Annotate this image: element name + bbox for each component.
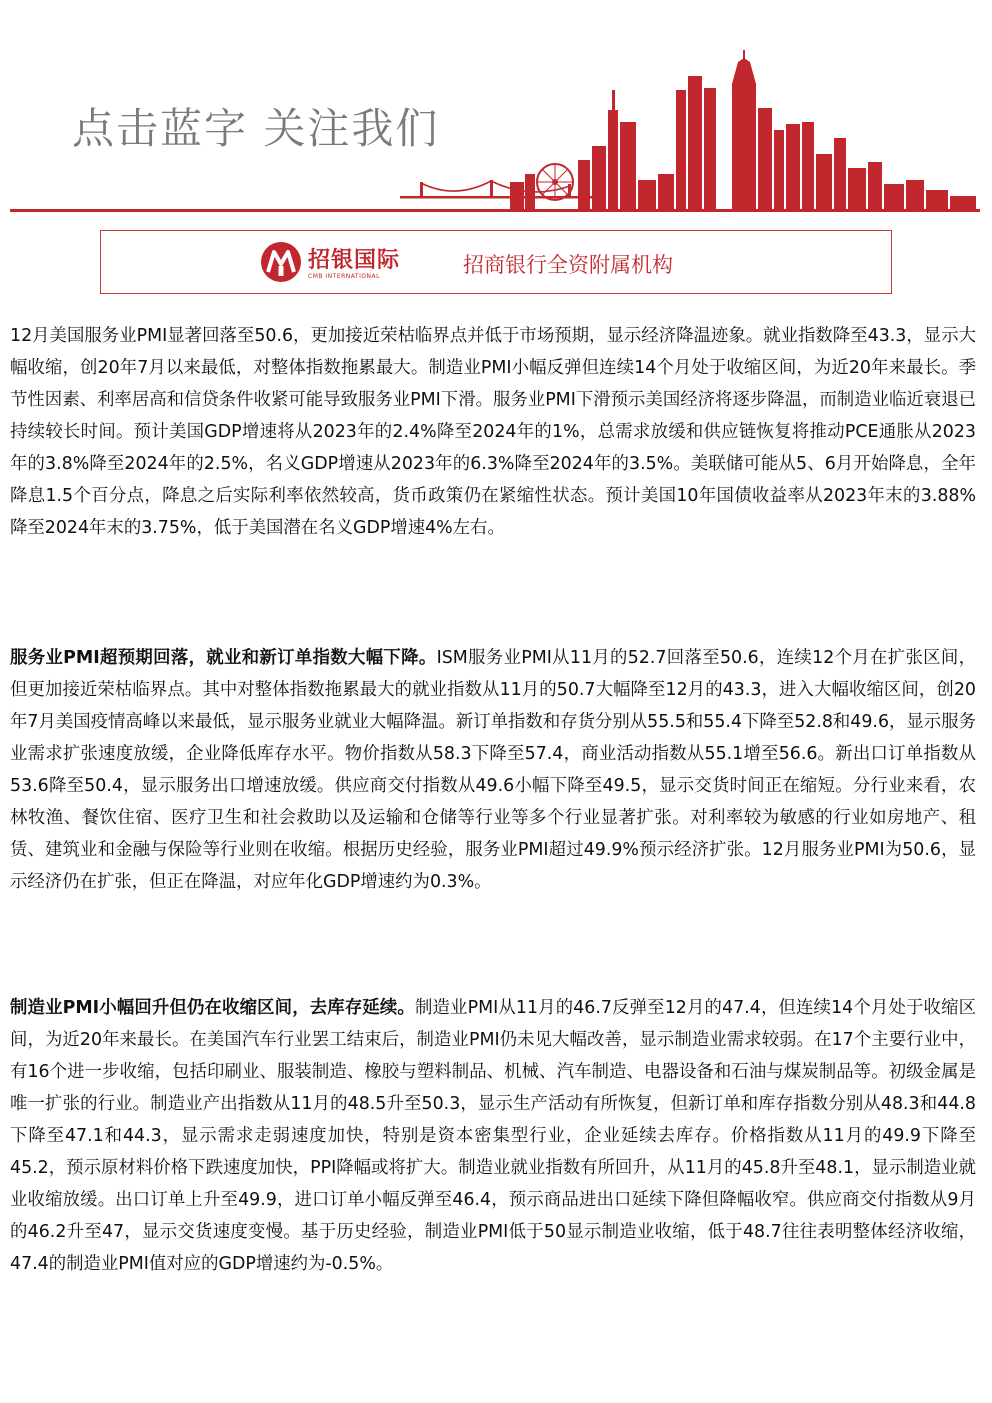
brand-name-en: CMB INTERNATIONAL (308, 273, 380, 280)
paragraph-body: 12月美国服务业PMI显著回落至50.6，更加接近荣枯临界点并低于市场预期，显示经济降温迹象。就业指数降至43.3，显示大幅收缩，创20年7月以来最低，对整体指数拖累最大。制造业PMI小幅反弹但连续14个月处于收缩区间，为近20年来最长。季节性因素、利率居高和信贷条件收紧可能导致服务业PMI下滑。服务业PMI下滑预示美国经济将逐步降温，而制造业临近衰退已持续较长时间。预计美国GDP增速将从2023年的2.4%降至2024年的1%，总需求放缓和供应链恢复将推动PCE通胀从2023年的3.8%降至2024年的2.5%，名义GDP增速从2023年的6.3%降至2024年的3.5%。美联储可能从5、6月开始降息，全年降息1.5个百分点，降息之后实际利率依然较高，货币政策仍在紧缩性状态。预计美国10年国债收益率从2023年末的3.88%降至2024年末的3.75%，低于美国潜在名义GDP增速4%左右。 (10, 326, 976, 538)
follow-title[interactable]: 点击蓝字 关注我们 (72, 104, 440, 153)
header-banner (0, 0, 992, 215)
header-divider (10, 209, 980, 212)
paragraph-body: 制造业PMI从11月的46.7反弹至12月的47.4，但连续14个月处于收缩区间，为近20年来最长。在美国汽车行业罢工结束后，制造业PMI仍未见大幅改善，显示制造业需求较弱。在17个主要行业中，有16个进一步收缩，包括印刷业、服装制造、橡胶与塑料制品、机械、汽车制造、电器设备和石油与煤炭制品等。初级金属是唯一扩张的行业。制造业产出指数从11月的48.5升至50.3，显示生产活动有所恢复，但新订单和库存指数分别从48.3和44.8下降至47.1和44.3，显示需求走弱速度加快，特别是资本密集型行业，企业延续去库存。价格指数从11月的49.9下降至45.2，预示原材料价格下跌速度加快，PPI降幅或将扩大。制造业就业指数有所回升，从11月的45.8升至48.1，显示制造业就业收缩放缓。出口订单上升至49.9，进口订单小幅反弹至46.4，预示商品进出口延续下降但降幅收窄。供应商交付指数从9月的46.2升至47，显示交货速度变慢。基于历史经验，制造业PMI低于50显示制造业收缩，低于48.7往往表明整体经济收缩，47.4的制造业PMI值对应的GDP增速约为-0.5%。 (10, 998, 976, 1274)
bridge-icon (400, 180, 600, 199)
cmb-logo-icon (259, 240, 303, 284)
brand-banner (100, 230, 892, 294)
paragraph-body: ISM服务业PMI从11月的52.7回落至50.6，连续12个月在扩张区间，但更加接近荣枯临界点。其中对整体指数拖累最大的就业指数从11月的50.7大幅降至12月的43.3，进入大幅收缩区间，创20年7月美国疫情高峰以来最低，显示服务业就业大幅降温。新订单指数和存货分别从55.5和55.4下降至52.8和49.6，显示服务业需求扩张速度放缓，企业降低库存水平。物价指数从58.3下降至57.4，商业活动指数从55.1增至56.6。新出口订单指数从53.6降至50.4，显示服务出口增速放缓。供应商交付指数从49.6小幅下降至49.5，显示交货时间正在缩短。分行业来看，农林牧渔、餐饮住宿、医疗卫生和社会救助以及运输和仓储等行业等多个行业显著扩张。对利率较为敏感的行业如房地产、租赁、建筑业和金融与保险等行业则在收缩。根据历史经验，服务业PMI超过49.9%预示经济扩张。12月服务业PMI为50.6，显示经济仍在扩张，但正在降温，对应年化GDP增速约为0.3%。 (10, 648, 976, 892)
paragraph-lead: 服务业PMI超预期回落，就业和新订单指数大幅下降。 (10, 648, 437, 668)
ferris-wheel-icon (537, 164, 573, 200)
city-skyline-illustration (400, 50, 980, 212)
brand-name: 招银国际 (308, 247, 401, 273)
paragraph-lead: 制造业PMI小幅回升但仍在收缩区间，去库存延续。 (10, 998, 415, 1018)
paragraph-manufacturing-pmi (10, 992, 976, 1280)
brand-tagline: 招商银行全资附属机构 (463, 253, 673, 277)
paragraph-summary (10, 320, 976, 544)
paragraph-services-pmi (10, 642, 976, 898)
